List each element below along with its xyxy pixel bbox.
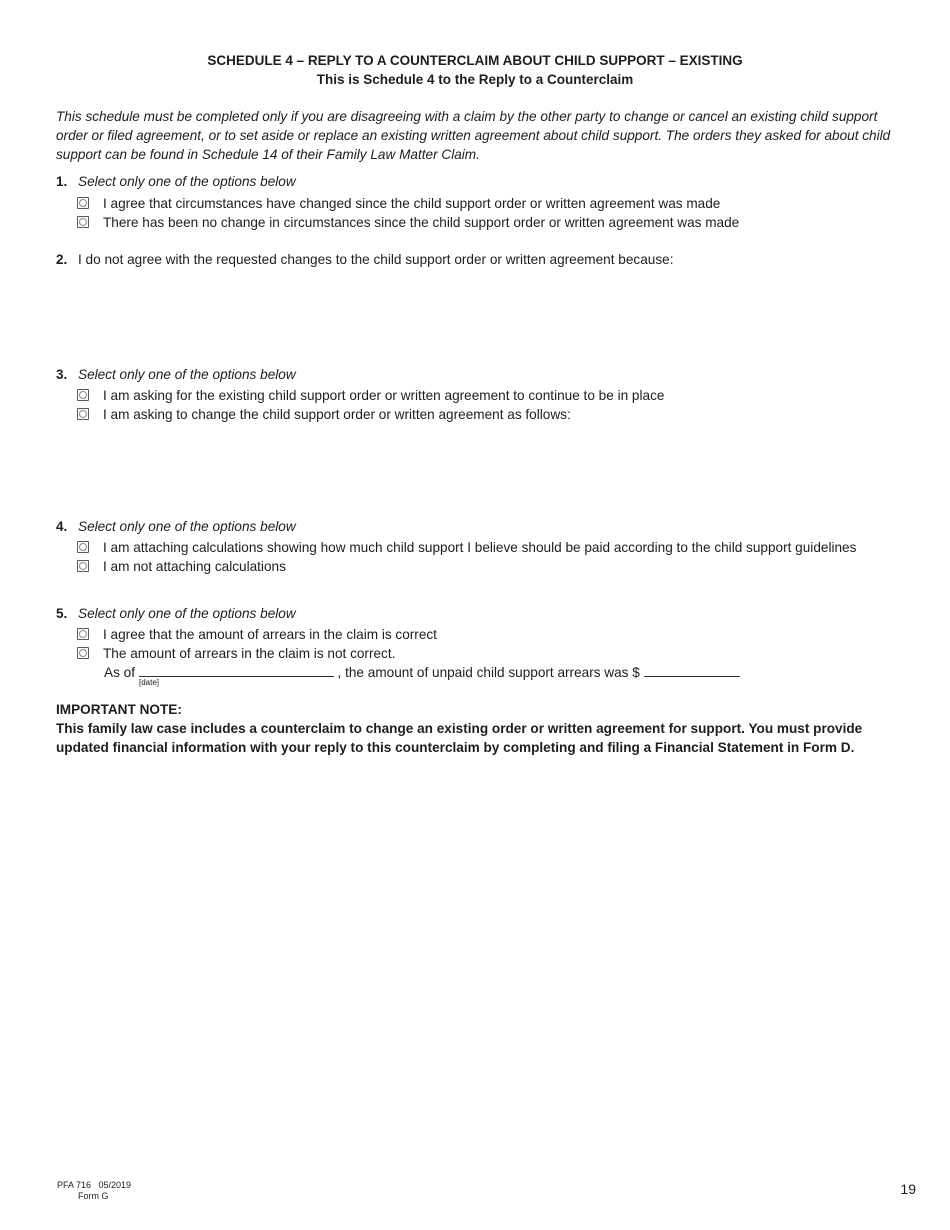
option-label: I am asking for the existing child support order or written agreement to continue to be in place: [103, 387, 665, 403]
section-1-option-1[interactable]: [77, 194, 720, 212]
checkbox[interactable]: [77, 216, 89, 228]
arrears-label: , the amount of unpaid child support arrears was $: [337, 665, 640, 680]
checkbox[interactable]: [77, 541, 89, 553]
section-3-prompt: Select only one of the options below: [78, 367, 296, 382]
schedule-title: SCHEDULE 4 – REPLY TO A COUNTERCLAIM ABOUT CHILD SUPPORT – EXISTING: [207, 53, 743, 68]
important-note-body: This family law case includes a counterclaim to change an existing order or written agreement for support. You must provide updated financial information with your reply to this counterclaim by completing and filing a Financial Statement in Form D.: [56, 721, 863, 755]
section-1-prompt: Select only one of the options below: [78, 174, 296, 189]
section-3-option-2[interactable]: [77, 405, 571, 423]
section-2-number: 2.: [56, 252, 68, 267]
option-label: I am not attaching calculations: [103, 558, 286, 574]
checkbox[interactable]: [77, 389, 89, 401]
option-label: I agree that the amount of arrears in the claim is correct: [103, 626, 437, 642]
page-number: 19: [900, 1181, 916, 1197]
section-5-option-2[interactable]: [77, 644, 395, 662]
date-caption: [date]: [139, 678, 160, 687]
checkbox[interactable]: [77, 197, 89, 209]
section-3-answer-area[interactable]: [104, 428, 898, 513]
checkbox[interactable]: [77, 628, 89, 640]
section-5-number: 5.: [56, 606, 68, 621]
checkbox[interactable]: [77, 560, 89, 572]
section-5-option-1[interactable]: [77, 625, 437, 643]
section-4-option-1[interactable]: [77, 538, 856, 556]
arrears-line: [104, 664, 740, 680]
form-name: Form G: [78, 1191, 109, 1201]
section-2-prompt: I do not agree with the requested changes to the child support order or written agreement because:: [78, 252, 674, 267]
section-1-number: 1.: [56, 174, 68, 189]
section-3-number: 3.: [56, 367, 68, 382]
option-label: I agree that circumstances have changed since the child support order or written agreement was made: [103, 195, 721, 211]
section-4-option-2[interactable]: [77, 557, 286, 575]
section-1-option-2[interactable]: [77, 213, 739, 231]
arrears-amount-field[interactable]: [644, 664, 740, 677]
option-label: The amount of arrears in the claim is not correct.: [103, 645, 396, 661]
checkbox[interactable]: [77, 408, 89, 420]
section-2-answer-area[interactable]: [78, 275, 898, 360]
checkbox[interactable]: [77, 647, 89, 659]
as-of-label: As of: [104, 665, 135, 680]
form-code: PFA 716 05/2019: [57, 1180, 132, 1190]
option-label: I am asking to change the child support order or written agreement as follows:: [103, 406, 571, 422]
section-4-number: 4.: [56, 519, 68, 534]
date-field[interactable]: [139, 664, 334, 677]
section-3-option-1[interactable]: [77, 386, 664, 404]
schedule-subtitle: This is Schedule 4 to the Reply to a Counterclaim: [316, 72, 634, 87]
intro-paragraph: This schedule must be completed only if you are disagreeing with a claim by the other party to change or cancel an existing child support order or filed agreement, or to set aside or replace an existing written agreement about child support. The orders they asked for about child support can be found in Schedule 14 of their Family Law Matter Claim.: [56, 109, 891, 162]
option-label: There has been no change in circumstances since the child support order or written agreement was made: [103, 214, 740, 230]
important-note-heading: IMPORTANT NOTE:: [56, 702, 182, 717]
section-4-prompt: Select only one of the options below: [78, 519, 296, 534]
option-label: I am attaching calculations showing how much child support I believe should be paid according to the child support guidelines: [103, 539, 857, 555]
section-5-prompt: Select only one of the options below: [78, 606, 296, 621]
